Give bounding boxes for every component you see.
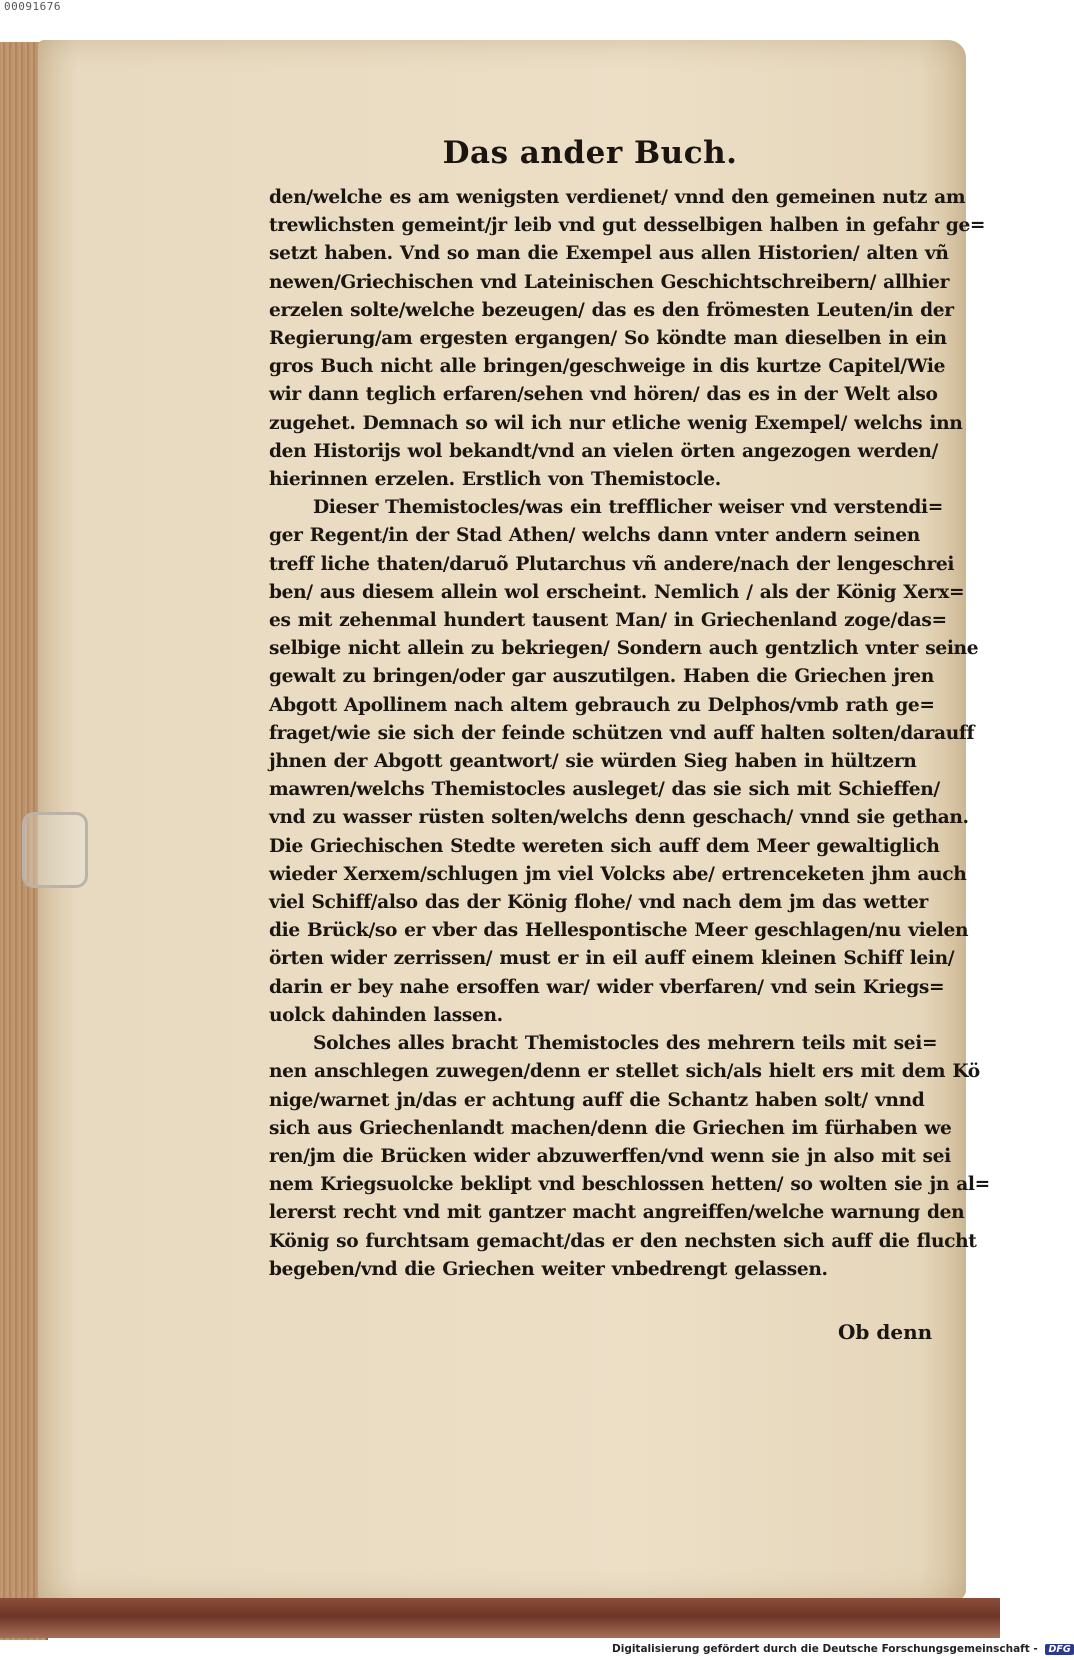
- text-line: den/welche es am wenigsten verdienet/ vnnd den gemeinen nutz am: [269, 187, 966, 208]
- text-line: örten wider zerrissen/ must er in eil auff einem kleinen Schiff lein/: [269, 948, 955, 970]
- page-clip: [22, 812, 88, 888]
- text-line: sich aus Griechenlandt machen/denn die Griechen im fürhaben we: [269, 1117, 952, 1139]
- text-line: die Brück/so er vber das Hellespontische Meer geschlagen/nu vielen: [269, 920, 969, 942]
- text-line: Abgott Apollinem nach altem gebrauch zu Delphos/vmb rath ge=: [269, 694, 935, 716]
- text-line: König so furchtsam gemacht/das er den nechsten sich auff die flucht: [269, 1230, 977, 1252]
- dfg-logo: DFG: [1045, 1644, 1073, 1655]
- text-line: vnd zu wasser rüsten solten/welchs denn geschach/ vnnd sie gethan.: [269, 807, 969, 829]
- running-header-text: Das ander Buch.: [442, 135, 738, 171]
- text-line: nige/warnet jn/das er achtung auff die Schantz haben solt/ vnnd: [269, 1089, 925, 1111]
- text-line: ren/jm die Brücken wider abzuwerffen/vnd wenn sie jn also mit sei: [269, 1145, 951, 1167]
- text-line: setzt haben. Vnd so man die Exempel aus allen Historien/ alten vñ: [269, 243, 949, 265]
- text-line: den Historijs wol bekandt/vnd an vielen örten angezogen werden/: [269, 440, 938, 462]
- catchword: Ob denn: [838, 1320, 933, 1344]
- body-text: [269, 184, 990, 1284]
- text-line: lererst recht vnd mit gantzer macht angreiffen/welche warnung den: [269, 1202, 965, 1224]
- text-line: nem Kriegsuolcke beklipt vnd beschlossen hetten/ so wolten sie jn al=: [269, 1174, 990, 1196]
- running-header: [0, 135, 1000, 171]
- text-line: treff liche thaten/daruõ Plutarchus vñ andere/nach der lengeschrei: [269, 553, 955, 575]
- text-line: fraget/wie sie sich der feinde schützen vnd auff halten solten/darauff: [269, 722, 975, 744]
- digitization-credit-text: Digitalisierung gefördert durch die Deutsche Forschungsgemeinschaft -: [612, 1643, 1038, 1655]
- text-line: zugehet. Demnach so wil ich nur etliche wenig Exempel/ welchs inn: [269, 412, 963, 434]
- text-line: ben/ aus diesem allein wol erscheint. Nemlich / als der König Xerx=: [269, 581, 965, 603]
- scan-id: 00091676: [4, 0, 61, 13]
- text-line: Solches alles bracht Themistocles des mehrern teils mit sei=: [313, 1033, 938, 1055]
- text-line: jhnen der Abgott geantwort/ sie würden Sieg haben in hültzern: [269, 751, 917, 773]
- text-line: darin er bey nahe ersoffen war/ wider vberfaren/ vnd sein Kriegs=: [269, 976, 945, 998]
- text-line: es mit zehenmal hundert tausent Man/ in Griechenland zoge/das=: [269, 610, 947, 632]
- text-line: gros Buch nicht alle bringen/geschweige in dis kurtze Capitel/Wie: [269, 356, 946, 378]
- text-line: newen/Griechischen vnd Lateinischen Geschichtschreibern/ allhier: [269, 271, 950, 293]
- digitization-credit: [612, 1643, 1074, 1655]
- text-line: wir dann teglich erfaren/sehen vnd hören/ das es in der Welt also: [269, 384, 938, 406]
- text-line: hierinnen erzelen. Erstlich von Themistocle.: [269, 469, 721, 491]
- text-line: viel Schiff/also das der König flohe/ vnd nach dem jm das wetter: [269, 892, 928, 914]
- text-line: trewlichsten gemeint/jr leib vnd gut desselbigen halben in gefahr ge=: [269, 215, 986, 237]
- text-line: erzelen solte/welche bezeugen/ das es den frömesten Leuten/in der: [269, 299, 954, 321]
- text-line: Regierung/am ergesten ergangen/ So köndte man dieselben in ein: [269, 328, 947, 350]
- text-line: Die Griechischen Stedte wereten sich auff dem Meer gewaltiglich: [269, 835, 940, 857]
- text-line: mawren/welchs Themistocles ausleget/ das sie sich mit Schieffen/: [269, 779, 940, 801]
- text-line: Dieser Themistocles/was ein trefflicher weiser vnd verstendi=: [313, 497, 943, 519]
- text-line: gewalt zu bringen/oder gar auszutilgen. Haben die Griechen jren: [269, 666, 934, 688]
- book-cover-bottom: [0, 1598, 1000, 1638]
- text-line: selbige nicht allein zu bekriegen/ Sondern auch gentzlich vnter seine: [269, 638, 979, 660]
- text-line: nen anschlegen zuwegen/denn er stellet sich/als hielt ers mit dem Kö: [269, 1061, 980, 1083]
- text-line: ger Regent/in der Stad Athen/ welchs dann vnter andern seinen: [269, 525, 920, 547]
- text-line: wieder Xerxem/schlugen jm viel Volcks abe/ ertrenceketen jhm auch: [269, 863, 967, 885]
- text-line: begeben/vnd die Griechen weiter vnbedrengt gelassen.: [269, 1258, 828, 1280]
- text-line: uolck dahinden lassen.: [269, 1004, 503, 1026]
